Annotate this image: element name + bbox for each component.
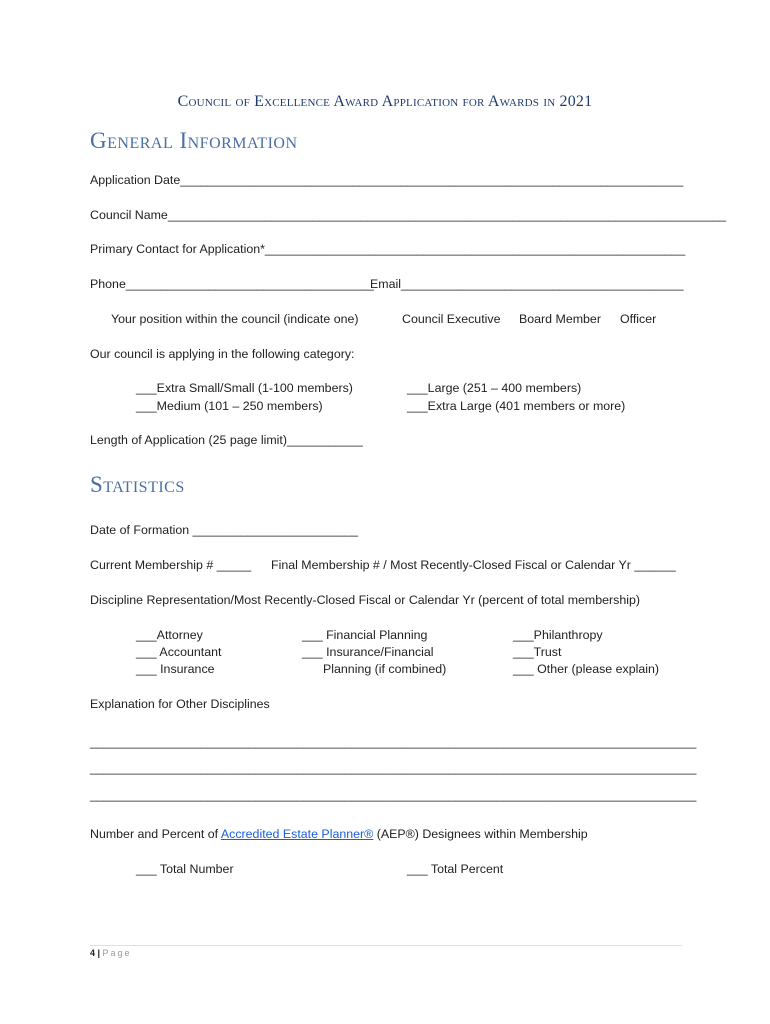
discipline-other[interactable]: ___ Other (please explain) — [513, 662, 660, 676]
statistics-heading: Statistics — [90, 472, 185, 497]
page-separator: | — [95, 948, 103, 958]
primary-contact-field[interactable]: Primary Contact for Application*_____________________________________________________________ — [90, 242, 686, 256]
page-footer — [90, 948, 132, 958]
discipline-prompt: Discipline Representation/Most Recently-Closed Fiscal or Calendar Yr (percent of total membership) — [90, 593, 641, 607]
discipline-insurance-financial-note: Planning (if combined) — [323, 662, 447, 676]
explanation-line[interactable]: ________________________________________________________________________________________ — [90, 761, 697, 775]
discipline-trust[interactable]: ___Trust — [513, 645, 562, 659]
explanation-line[interactable]: ________________________________________________________________________________________ — [90, 788, 697, 802]
category-prompt: Our council is applying in the following category: — [90, 347, 355, 361]
category-large[interactable]: ___Large (251 – 400 members) — [407, 381, 582, 395]
position-prompt: Your position within the council (indicate one) — [111, 312, 359, 326]
email-field[interactable]: Email_________________________________________ — [370, 277, 684, 291]
explanation-prompt: Explanation for Other Disciplines — [90, 697, 270, 711]
current-membership-field[interactable]: Current Membership # _____ — [90, 558, 252, 572]
footer-divider — [90, 945, 682, 946]
document-title: Council of Excellence Award Application for Awards in 2021 — [177, 93, 593, 110]
aep-prefix: Number and Percent of — [90, 827, 221, 841]
page-number: 4 — [90, 948, 96, 958]
position-option-officer[interactable]: Officer — [620, 312, 657, 326]
final-membership-field[interactable]: Final Membership # / Most Recently-Closed Fiscal or Calendar Yr ______ — [271, 558, 676, 572]
discipline-insurance[interactable]: ___ Insurance — [136, 662, 215, 676]
date-of-formation-field[interactable]: Date of Formation ________________________ — [90, 523, 358, 537]
category-extra-small[interactable]: ___Extra Small/Small (1-100 members) — [136, 381, 353, 395]
aep-suffix: (AEP®) Designees within Membership — [373, 827, 588, 841]
discipline-accountant[interactable]: ___ Accountant — [136, 645, 222, 659]
application-date-field[interactable]: Application Date_________________________________________________________________________ — [90, 173, 684, 187]
application-length-field[interactable]: Length of Application (25 page limit)___________ — [90, 433, 363, 447]
page-word: Page — [102, 948, 132, 958]
category-medium[interactable]: ___Medium (101 – 250 members) — [136, 399, 323, 413]
council-name-field[interactable]: Council Name_________________________________________________________________________________ — [90, 208, 726, 222]
accredited-estate-planner-link[interactable]: Accredited Estate Planner® — [220, 827, 374, 841]
total-number-field[interactable]: ___ Total Number — [136, 862, 234, 876]
explanation-line[interactable]: ________________________________________________________________________________________ — [90, 735, 697, 749]
total-percent-field[interactable]: ___ Total Percent — [407, 862, 504, 876]
category-extra-large[interactable]: ___Extra Large (401 members or more) — [407, 399, 626, 413]
general-information-heading: General Information — [90, 128, 298, 153]
aep-prompt — [90, 827, 588, 841]
discipline-financial-planning[interactable]: ___ Financial Planning — [302, 628, 428, 642]
position-option-council-executive[interactable]: Council Executive — [402, 312, 501, 326]
discipline-attorney[interactable]: ___Attorney — [136, 628, 203, 642]
phone-field[interactable]: Phone____________________________________ — [90, 277, 374, 291]
position-option-board-member[interactable]: Board Member — [519, 312, 601, 326]
discipline-insurance-financial[interactable]: ___ Insurance/Financial — [302, 645, 434, 659]
discipline-philanthropy[interactable]: ___Philanthropy — [513, 628, 603, 642]
